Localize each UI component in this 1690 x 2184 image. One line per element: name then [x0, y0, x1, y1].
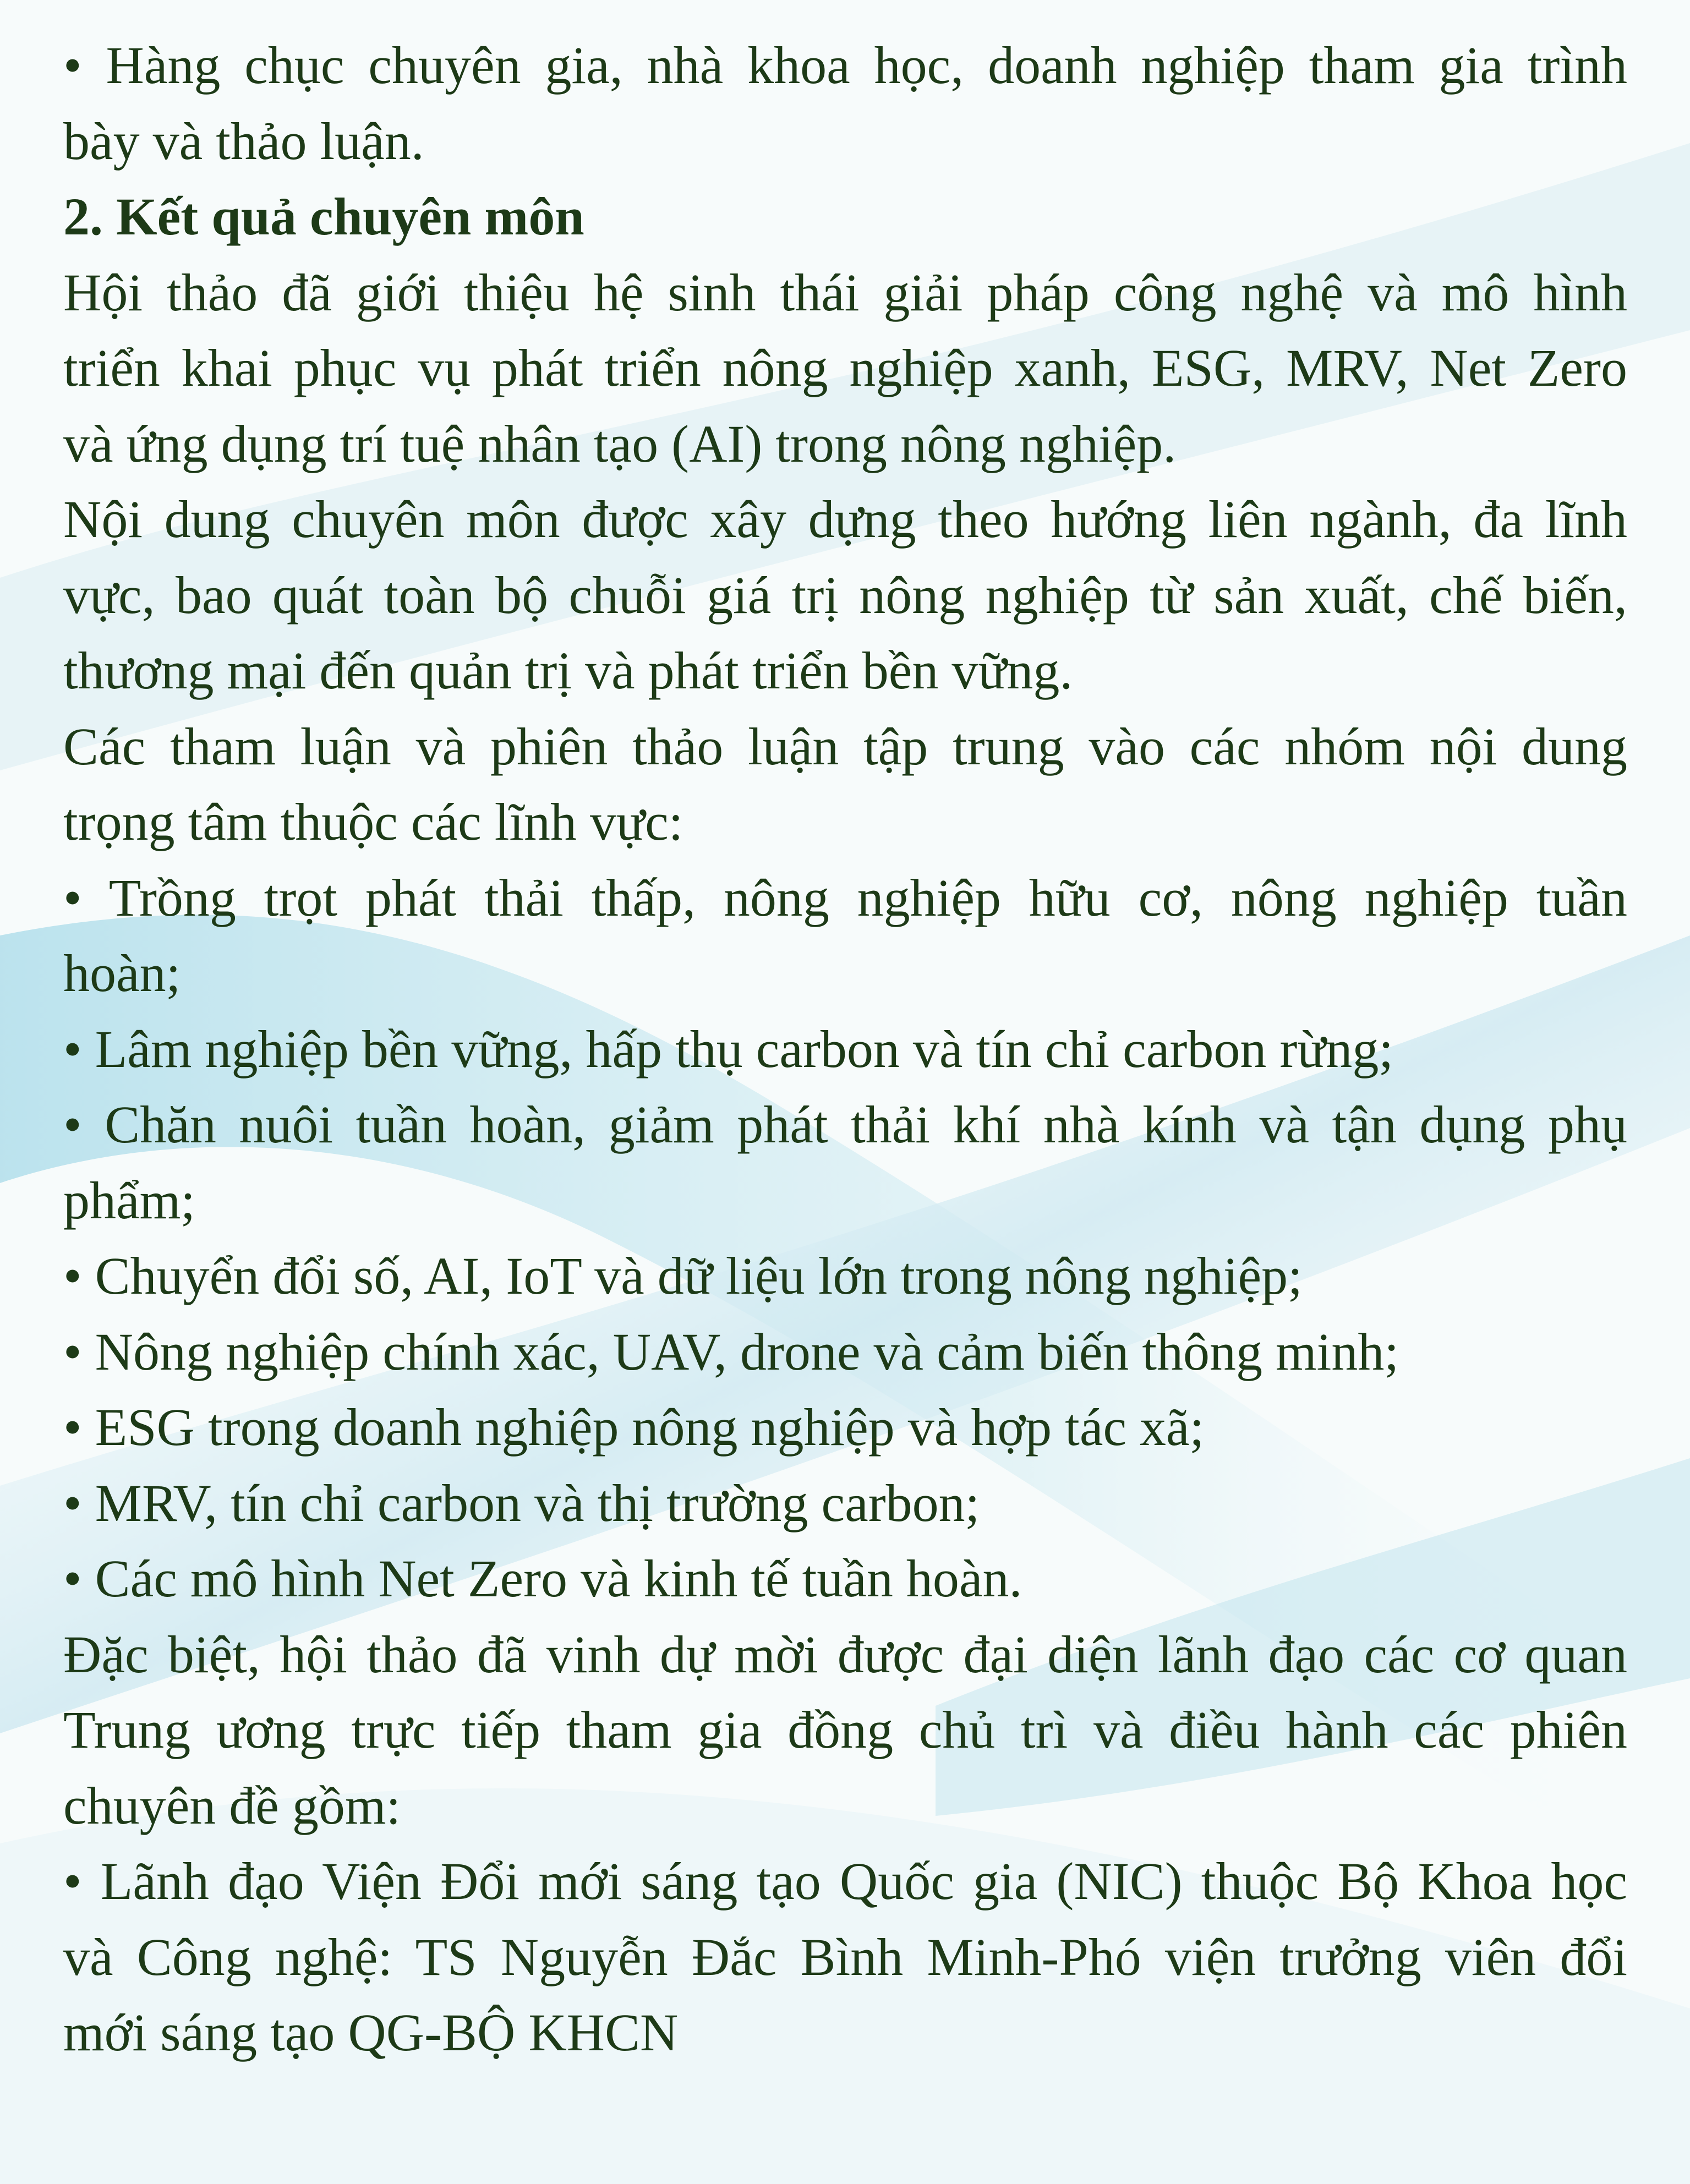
- paragraph-line: và ứng dụng trí tuệ nhân tạo (AI) trong nông nghiệp.: [63, 414, 1177, 473]
- paragraph-line: triển khai phục vụ phát triển nông nghiệp xanh, ESG, MRV, Net Zero: [63, 338, 1627, 397]
- paragraph-line: Trung ương trực tiếp tham gia đồng chủ trì và điều hành các phiên: [63, 1700, 1627, 1759]
- paragraph-line: Nội dung chuyên môn được xây dựng theo hướng liên ngành, đa lĩnh: [63, 490, 1627, 549]
- bullet-experts-continuation: bày và thảo luận.: [63, 111, 424, 171]
- bullet-item: • ESG trong doanh nghiệp nông nghiệp và hợp tác xã;: [63, 1398, 1205, 1457]
- bullet-item-continuation: mới sáng tạo QG-BỘ KHCN: [63, 2003, 679, 2062]
- bullet-item: • Lâm nghiệp bền vững, hấp thụ carbon và tín chỉ carbon rừng;: [63, 1019, 1394, 1079]
- bullet-item-continuation: phẩm;: [63, 1170, 195, 1230]
- bullet-item: • MRV, tín chỉ carbon và thị trường carbon;: [63, 1473, 980, 1532]
- section-heading: 2. Kết quả chuyên môn: [63, 187, 584, 246]
- bullet-item: • Trồng trọt phát thải thấp, nông nghiệp hữu cơ, nông nghiệp tuần: [63, 868, 1627, 927]
- document-body: [63, 28, 1627, 2071]
- bullet-experts-line: • Hàng chục chuyên gia, nhà khoa học, doanh nghiệp tham gia trình: [63, 36, 1627, 95]
- bullet-item: • Lãnh đạo Viện Đổi mới sáng tạo Quốc gia (NIC) thuộc Bộ Khoa học: [63, 1852, 1627, 1911]
- paragraph-line: Hội thảo đã giới thiệu hệ sinh thái giải pháp công nghệ và mô hình: [63, 262, 1627, 322]
- bullet-item-continuation: hoàn;: [63, 944, 181, 1003]
- paragraph-line: Các tham luận và phiên thảo luận tập trung vào các nhóm nội dung: [63, 716, 1627, 776]
- paragraph-line: Đặc biệt, hội thảo đã vinh dự mời được đại diện lãnh đạo các cơ quan: [63, 1624, 1627, 1684]
- bullet-item: • Các mô hình Net Zero và kinh tế tuần hoàn.: [63, 1549, 1022, 1608]
- bullet-item: • Chăn nuôi tuần hoàn, giảm phát thải khí nhà kính và tận dụng phụ: [63, 1095, 1627, 1154]
- paragraph-line: vực, bao quát toàn bộ chuỗi giá trị nông nghiệp từ sản xuất, chế biến,: [63, 565, 1627, 625]
- bullet-item: • Chuyển đổi số, AI, IoT và dữ liệu lớn trong nông nghiệp;: [63, 1246, 1303, 1305]
- bullet-item-continuation: và Công nghệ: TS Nguyễn Đắc Bình Minh-Phó viện trưởng viên đổi: [63, 1927, 1627, 1986]
- bullet-item: • Nông nghiệp chính xác, UAV, drone và cảm biến thông minh;: [63, 1322, 1399, 1381]
- paragraph-line: trọng tâm thuộc các lĩnh vực:: [63, 792, 683, 851]
- paragraph-line: chuyên đề gồm:: [63, 1776, 401, 1835]
- paragraph-line: thương mại đến quản trị và phát triển bền vững.: [63, 641, 1073, 700]
